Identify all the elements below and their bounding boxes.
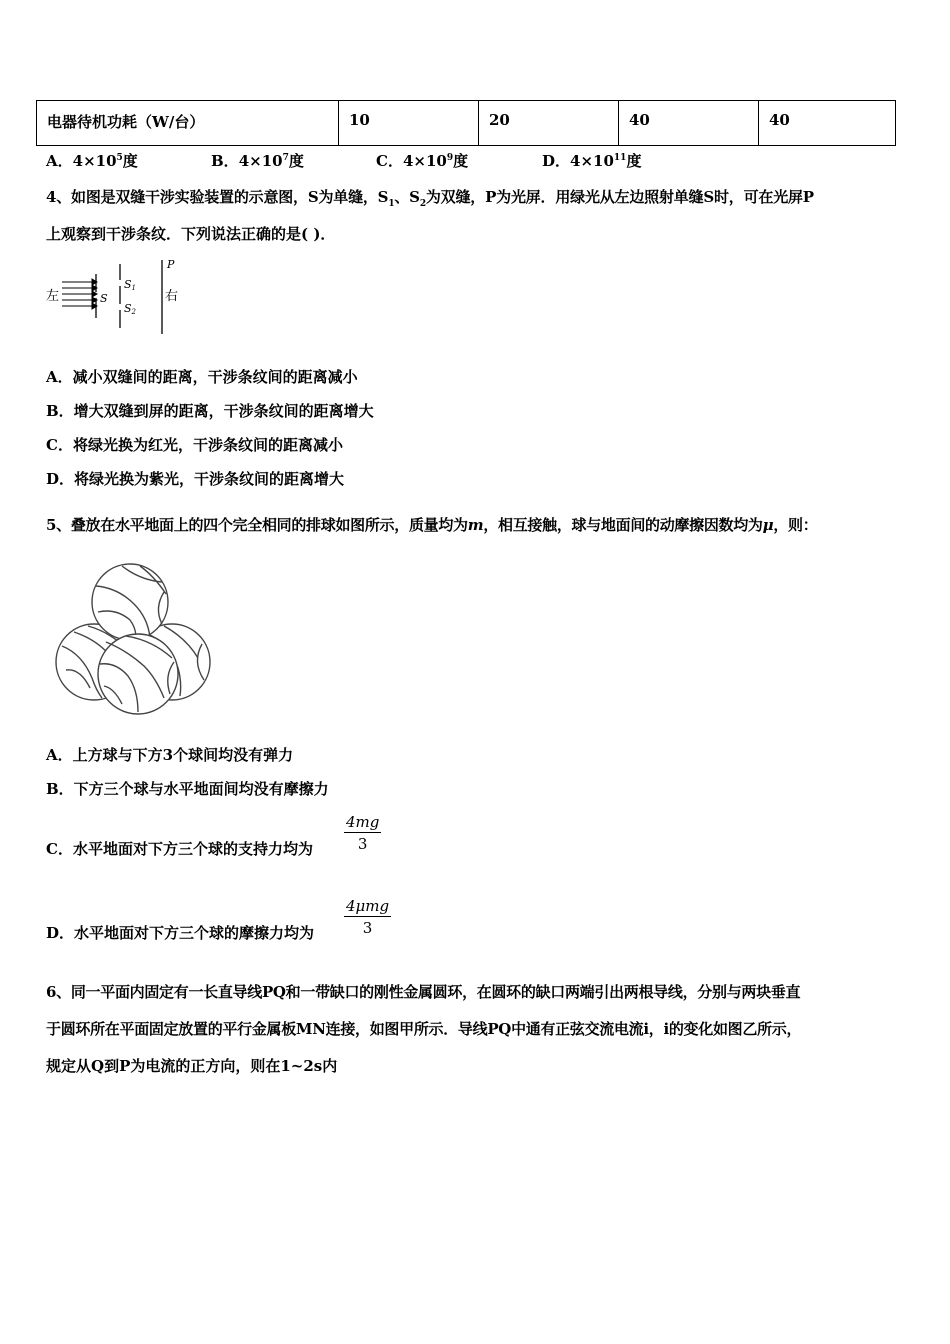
fraction-denominator: 3 [362, 919, 373, 937]
q4-option-d: D．将绿光换为紫光，干涉条纹间的距离增大 [46, 470, 345, 488]
q4-option-b: B．增大双缝到屏的距离，干涉条纹间的距离增大 [46, 402, 374, 420]
stacked-volleyballs-figure [52, 558, 214, 718]
table-value-cell: 40 [619, 101, 759, 145]
q6-stem-line-2: 于圆环所在平面固定放置的平行金属板MN连接，如图甲所示．导线PQ中通有正弦交流电流i，i的变化如图乙所示， [46, 1020, 802, 1038]
table-value-cell: 10 [339, 101, 479, 145]
q4-option-c: C．将绿光换为红光，干涉条纹间的距离减小 [46, 436, 343, 454]
diagram-right-label: 右 [165, 289, 179, 304]
q5-option-b: B．下方三个球与水平地面间均没有摩擦力 [46, 780, 329, 798]
q6-stem-line-3: 规定从Q到P为电流的正方向，则在1~2s内 [46, 1057, 338, 1075]
q4-stem-line-2: 上观察到干涉条纹．下列说法正确的是( )． [46, 225, 336, 243]
double-slit-diagram [44, 256, 194, 336]
volleyball-top [92, 564, 168, 640]
fraction-numerator: 4mg [346, 813, 380, 831]
slit-s-label: S [100, 292, 108, 305]
incident-light-arrows [62, 279, 97, 309]
table-value-cell: 20 [479, 101, 619, 145]
q3-option-c: C．$4\times 10^9$度 [376, 152, 469, 170]
volleyball-bottom-front [98, 634, 178, 714]
q3-option-a: A．$4\times 10^5$度 [46, 152, 138, 170]
slit-s2-label: S2 [124, 302, 137, 316]
screen-p-label: P [167, 258, 175, 271]
q5-stem: 5、叠放在水平地面上的四个完全相同的排球如图所示，质量均为m，相互接触，球与地面间的动摩擦因数均为μ，则： [46, 516, 818, 534]
slit-s1-label: S1 [124, 278, 137, 292]
power-table-row [36, 100, 896, 146]
q4-option-a: A．减小双缝间的距离，干涉条纹间的距离减小 [46, 368, 358, 386]
diagram-left-label: 左 [46, 289, 60, 304]
fraction-numerator: 4μmg [346, 897, 390, 915]
fraction-denominator: 3 [357, 835, 368, 853]
q5-option-c-fraction [344, 813, 381, 853]
q5-option-d: D．水平地面对下方三个球的摩擦力均为 [46, 924, 315, 942]
table-value-cell: 40 [769, 111, 790, 129]
q6-stem-line-1: 6、同一平面内固定有一长直导线PQ和一带缺口的刚性金属圆环，在圆环的缺口两端引出两根导线，分别与两块垂直 [46, 983, 801, 1001]
q3-option-b: B．$4\times 10^7$度 [211, 152, 304, 170]
q5-option-d-fraction [344, 897, 391, 937]
table-label-cell: 电器待机功耗（W/台） [37, 101, 339, 145]
q5-option-a: A．上方球与下方3个球间均没有弹力 [46, 746, 294, 764]
q3-option-d: D．$4\times 10^{11}$度 [542, 152, 642, 170]
q5-option-c: C．水平地面对下方三个球的支持力均为 [46, 840, 313, 858]
q4-stem-line-1: 4、如图是双缝干涉实验装置的示意图，S为单缝，$S_1$、$S_2$为双缝，P为光屏．用绿光从左边照射单缝S时，可在光屏P [46, 188, 814, 209]
